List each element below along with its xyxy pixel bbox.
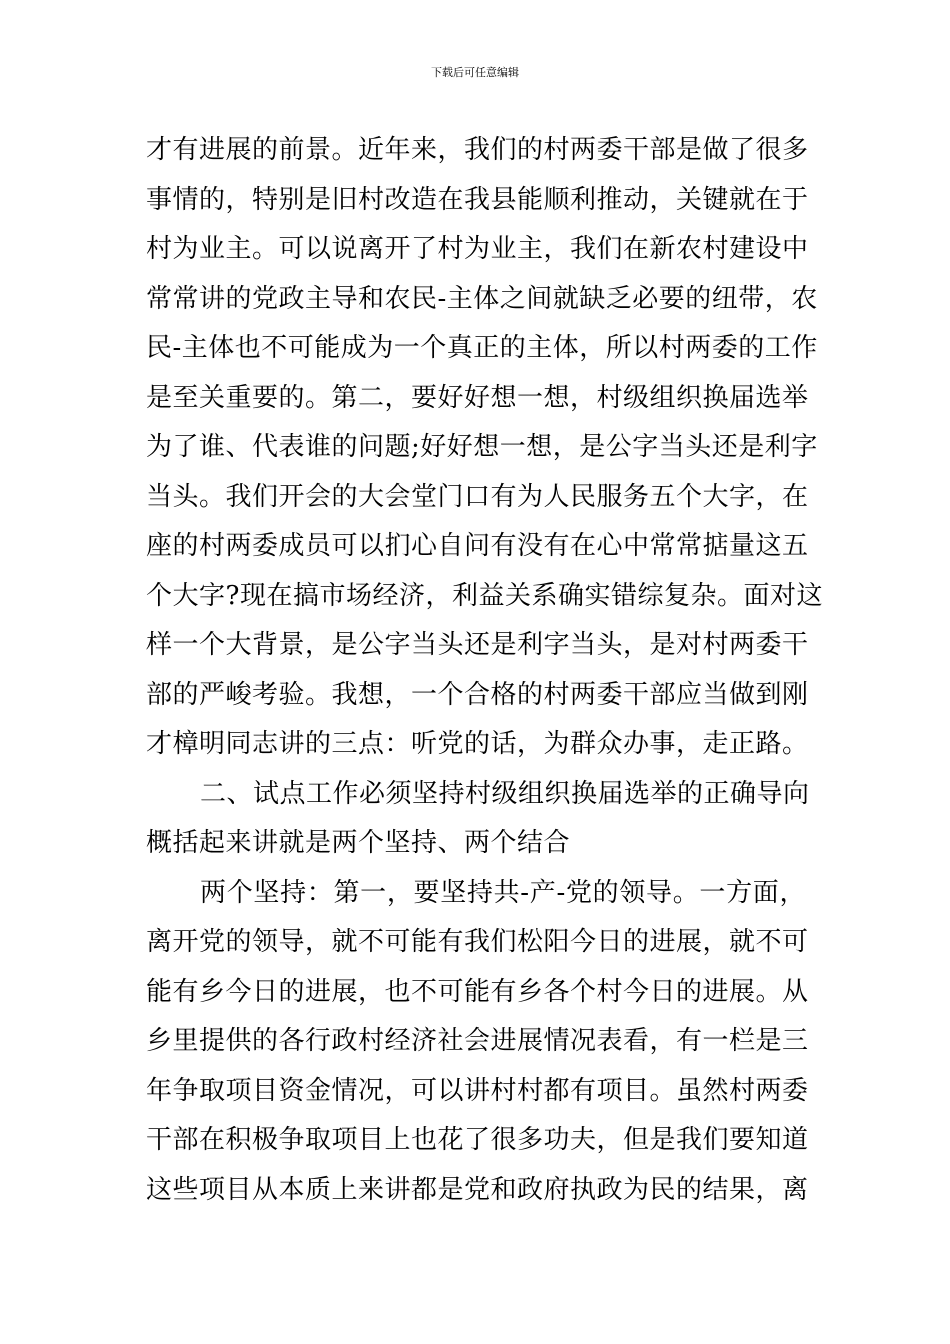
text-line: 干部在积极争取项目上也花了很多功夫，但是我们要知道 [146,1125,809,1155]
text-line: 部的严峻考验。我想，一个合格的村两委干部应当做到刚 [146,679,809,710]
text-line: 年争取项目资金情况，可以讲村村都有项目。虽然村两委 [146,1075,809,1106]
text-line: 才樟明同志讲的三点：听党的话，为群众办事，走正路。 [146,729,809,759]
document-body [146,126,823,1215]
text-line: 座的村两委成员可以扪心自问有没有在心中常常掂量这五 [146,531,809,561]
paragraph-3 [146,869,809,1216]
text-line: 为了谁、代表谁的问题;好好想一想，是公字当头还是利字 [146,432,818,462]
text-line: 概括起来讲就是两个坚持、两个结合 [146,828,571,858]
header-note: 下载后可任意编辑 [431,66,519,79]
text-line: 离开党的领导，就不可能有我们松阳今日的进展，就不可 [146,927,809,957]
text-line: 两个坚持：第一，要坚持共-产-党的领导。一方面， [200,877,806,908]
text-line: 当头。我们开会的大会堂门口有为人民服务五个大字，在 [146,481,809,512]
text-line: 事情的，特别是旧村改造在我县能顺利推动，关键就在于 [146,184,809,215]
text-line: 才有进展的前景。近年来，我们的村两委干部是做了很多 [146,135,809,165]
paragraph-1 [146,126,823,770]
text-line: 民-主体也不可能成为一个真正的主体，所以村两委的工作 [146,333,818,363]
text-line: 样一个大背景，是公字当头还是利字当头，是对村两委干 [146,630,809,660]
text-line: 这些项目从本质上来讲都是党和政府执政为民的结果，离 [146,1174,809,1205]
text-line: 常常讲的党政主导和农民-主体之间就缺乏必要的纽带，农 [146,283,818,314]
text-line: 二、试点工作必须坚持村级组织换届选举的正确导向 [200,778,810,809]
text-line: 乡里提供的各行政村经济社会进展情况表看，有一栏是三 [146,1026,809,1056]
paragraph-2-heading [146,770,810,869]
text-line: 村为业主。可以说离开了村为业主，我们在新农村建设中 [146,234,809,264]
text-line: 个大字?现在搞市场经济，利益关系确实错综复杂。面对这 [146,580,823,611]
text-line: 是至关重要的。第二，要好好想一想，村级组织换届选举 [146,382,809,413]
text-line: 能有乡今日的进展，也不可能有乡各个村今日的进展。从 [146,976,809,1007]
